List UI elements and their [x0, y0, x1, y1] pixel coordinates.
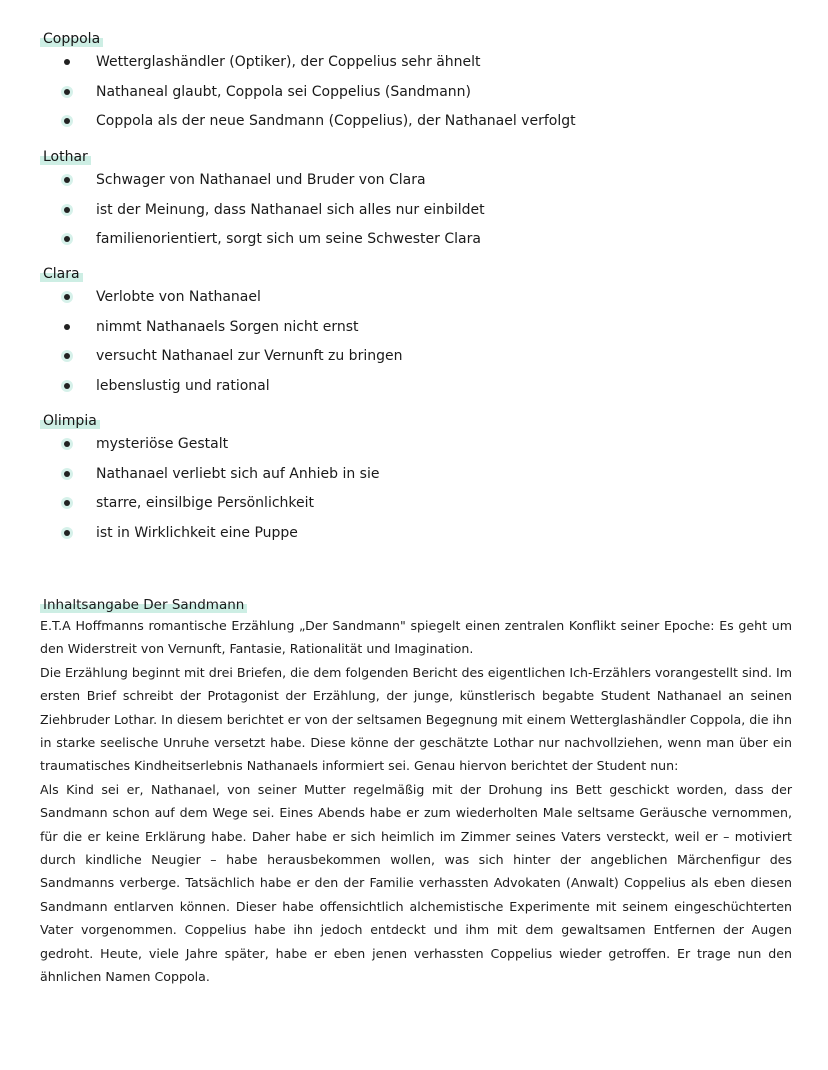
bullet-text: Coppola als der neue Sandmann (Coppelius), der Nathanael verfolgt: [96, 113, 576, 129]
list-item: [40, 519, 800, 549]
bullet-text: starre, einsilbige Persönlichkeit: [96, 495, 315, 511]
list-item: [40, 430, 800, 460]
list-item: [40, 196, 800, 226]
list-item: [40, 342, 800, 372]
bullet-dot-icon: [64, 118, 70, 124]
bullet-text: versucht Nathanael zur Vernunft zu bringen: [96, 348, 403, 364]
bullet-dot-icon: [64, 500, 70, 506]
list-item: [40, 460, 800, 490]
character-bullet-list: [40, 430, 800, 548]
character-bullet-list: [40, 48, 800, 137]
summary-paragraph: E.T.A Hoffmanns romantische Erzählung „Der Sandmann" spiegelt einen zentralen Konflikt seiner Epoche: Es geht um den Widerstreit von Vernunft, Fantasie, Rationalität und Imagination.: [40, 618, 792, 657]
bullet-text: Wetterglashändler (Optiker), der Coppelius sehr ähnelt: [96, 54, 481, 70]
list-item: [40, 313, 800, 343]
character-section-olimpia: [40, 410, 800, 548]
list-item: [40, 48, 800, 78]
character-bullet-list: [40, 283, 800, 401]
list-item: [40, 166, 800, 196]
bullet-text: Nathanael verliebt sich auf Anhieb in sie: [96, 465, 380, 482]
bullet-dot-icon: [64, 236, 70, 242]
list-item: [40, 372, 800, 402]
character-heading: Coppola: [40, 30, 103, 48]
bullet-dot-icon: [64, 177, 70, 183]
bullet-text: lebenslustig und rational: [96, 377, 270, 394]
character-heading: Olimpia: [40, 412, 100, 430]
bullet-dot-icon: [64, 441, 70, 447]
bullet-text: mysteriöse Gestalt: [96, 436, 229, 452]
bullet-text: Verlobte von Nathanael: [96, 289, 261, 305]
bullet-dot-icon: [64, 294, 70, 300]
bullet-text: Nathaneal glaubt, Coppola sei Coppelius (Sandmann): [96, 83, 471, 100]
bullet-dot-icon: [64, 471, 70, 477]
bullet-text: ist der Meinung, dass Nathanael sich alles nur einbildet: [96, 201, 485, 218]
summary-paragraph: Als Kind sei er, Nathanael, von seiner Mutter regelmäßig mit der Drohung ins Bett geschickt worden, dass der Sandmann schon auf dem Wege sei. Eines Abends habe er zum wiederholten Male seltsame Geräusche vernommen, für die er keine Erklärung habe. Daher habe er sich heimlich im Zimmer seines Vaters versteckt, weil er – motiviert durch kindliche Neugier – habe herausbekommen wollen, was sich hinter der angeblichen Märchenfigur des Sandmanns verberge. Tatsächlich habe er den der Familie verhassten Advokaten (Anwalt) Coppelius als eben diesen Sandmann entlarven können. Dieser habe offensichtlich alchemistische Experimente mit seinem eingeschüchterten Vater vorgenommen. Coppelius habe ihn jedoch entdeckt und ihm mit dem gewaltsamen Entfernen der Augen gedroht. Heute, viele Jahre später, habe er eben jenen verhassten Coppelius wieder getroffen. Er trage nun den ähnlichen Namen Coppola.: [40, 781, 792, 985]
bullet-text: Schwager von Nathanael und Bruder von Clara: [96, 172, 426, 188]
bullet-dot-icon: [64, 324, 70, 330]
bullet-dot-icon: [64, 59, 70, 65]
list-item: [40, 283, 800, 313]
list-item: [40, 489, 800, 519]
summary-title: Inhaltsangabe Der Sandmann: [40, 596, 247, 614]
bullet-dot-icon: [64, 207, 70, 213]
character-heading: Clara: [40, 265, 83, 283]
character-bullet-list: [40, 166, 800, 255]
bullet-dot-icon: [64, 530, 70, 536]
bullet-dot-icon: [64, 353, 70, 359]
summary-section: [40, 594, 792, 989]
character-section-coppola: [40, 28, 800, 137]
list-item: [40, 78, 800, 108]
bullet-dot-icon: [64, 89, 70, 95]
bullet-text: familienorientiert, sorgt sich um seine Schwester Clara: [96, 231, 481, 247]
character-section-clara: [40, 263, 800, 401]
summary-paragraph: Die Erzählung beginnt mit drei Briefen, die dem folgenden Bericht des eigentlichen Ich-Erzählers vorangestellt sind. Im ersten Brief schreibt der Protagonist der Erzählung, der junge, künstlerisch begabte Student Nathanael an seinen Ziehbruder Lothar. In diesem berichtet er von der seltsamen Begegnung mit einem Wetterglashändler Coppola, die ihn in starke seelische Unruhe versetzt habe. Diese könne der geschätzte Lothar nur nachvollziehen, wenn man über ein traumatisches Kindheitserlebnis Nathanaels informiert sei. Genau hiervon berichtet der Student nun:: [40, 664, 792, 774]
character-heading: Lothar: [40, 148, 91, 166]
list-item: [40, 225, 800, 255]
bullet-text: nimmt Nathanaels Sorgen nicht ernst: [96, 318, 359, 335]
list-item: [40, 107, 800, 137]
bullet-text: ist in Wirklichkeit eine Puppe: [96, 524, 298, 541]
character-section-lothar: [40, 146, 800, 255]
bullet-dot-icon: [64, 383, 70, 389]
